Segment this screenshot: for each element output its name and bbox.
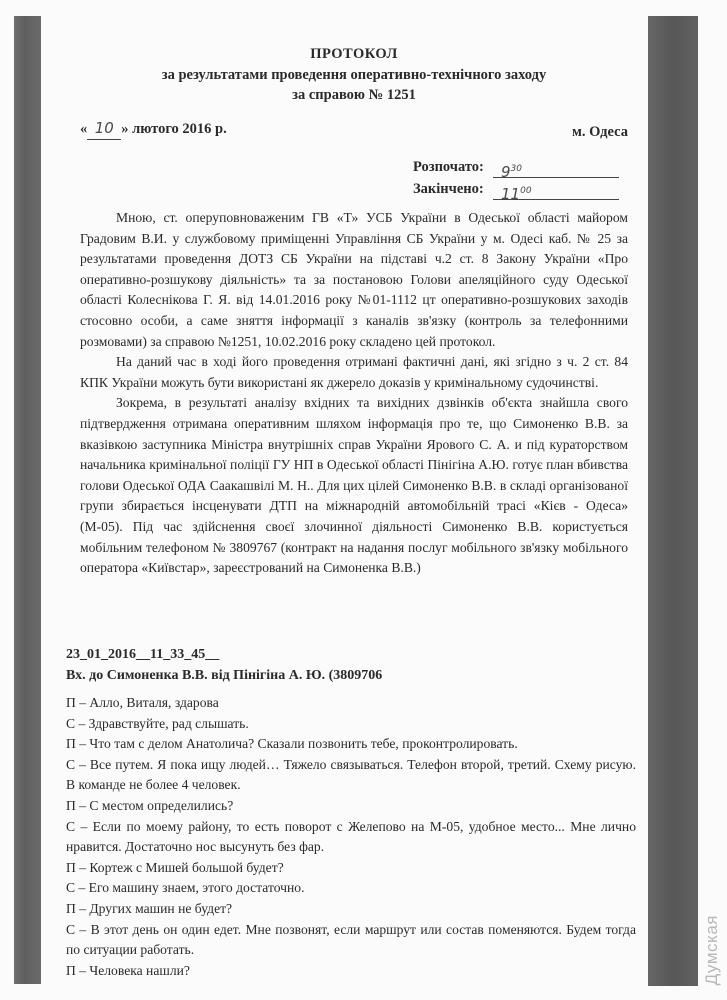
- transcript-line: С – В этот день он один едет. Мне позвонят, если маршрут или состав поменяются. Будем тогда по ситуации работать.: [66, 921, 636, 958]
- case-number: за справою № 1251: [292, 87, 416, 103]
- call-transcript: [66, 693, 636, 981]
- finished-minutes: 00: [520, 186, 532, 196]
- record-id: 23_01_2016__11_33_45__: [66, 647, 220, 662]
- transcript-line: С – Здравствуйте, рад слышать.: [66, 715, 249, 731]
- document-city: м. Одеса: [571, 124, 628, 140]
- transcript-line: С – Если по моему району, то есть поворот с Желепово на М-05, удобное место... Мне лично нравится. Достаточно нос высунуть без фар.: [66, 818, 636, 855]
- scan-edge-right: [648, 16, 698, 986]
- started-minutes: 30: [510, 164, 522, 174]
- transcript-line: П – Других машин не будет?: [66, 900, 233, 916]
- paragraph: На даний час в ході його проведення отримані фактичні дані, які згідно з ч. 2 ст. 84 КПК України можуть бути використані як джерело доказів у кримінальному судочинстві.: [80, 354, 628, 390]
- transcript-line: П – Что там с делом Анатолича? Сказали позвонить тебе, проконтролировать.: [66, 736, 518, 752]
- started-label: Розпочато:: [413, 159, 484, 175]
- protocol-body: [80, 208, 628, 579]
- finished-row: [413, 178, 619, 203]
- document-title: ПРОТОКОЛ: [310, 46, 398, 62]
- record-header-block: [66, 645, 626, 686]
- finished-time: [493, 180, 619, 203]
- paragraph: Мною, ст. оперуповноваженим ГВ «Т» УСБ України в Одеської області майором Градовим В.И. у службовому приміщенні Управління СБ України у м. Одесі каб. № 25 за результатами проведення ДОТЗ СБ України на підставі ч.2 ст. 8 Закону України «Про оперативно-розшукову діяльність» та за постановою Голови апеляційного суду Одеської області Колеснікова Г. Я. від 14.01.2016 року №01-1112 цт оперативно-розшукових заходів стосовно особи, а саме зняття інформації з каналів зв'язку (контроль за телефонними розмовами) за справою №1251, 10.02.2016 року складено цей протокол.: [80, 210, 628, 349]
- paragraph: Зокрема, в результаті аналізу вхідних та вихідних дзвінків об'єкта знайшла свого підтвердження отримана оперативним шляхом інформація про те, що Симоненко В.В. за вказівкою заступника Міністра внутрішніх справ України Ярового С. А. и під кураторством начальника кримінальної поліції ГУ НП в Одеської області Пінігіна А.Ю. готує план вбивства голови Одеської ОДА Саакашвілі М. Н.. Для цих цілей Симоненко В.В. в складі організованої групи збирається інсценувати ДТП на міжнародній автомобільній трасі «Кієв - Одеса» (М-05). Під час здійснення своєї злочинної діяльності Симоненко В.В. користується мобільним телефоном № 3809767 (контракт на надання послуг мобільного зв'язку мобільного оператора «Київстар», зареєстрований на Симоненка В.В.): [80, 395, 628, 576]
- transcript-line: С – Все путем. Я пока ищу людей… Тяжело связываться. Телефон второй, третий. Схему рисую. В команде не более 4 человек.: [66, 756, 636, 793]
- watermark: Думская: [702, 915, 721, 986]
- finished-label: Закінчено:: [413, 181, 484, 197]
- time-block: [413, 156, 619, 203]
- document-subtitle: за результатами проведення оперативно-технічного заходу: [161, 67, 547, 83]
- date-day-handwritten: 10: [87, 118, 121, 140]
- transcript-line: П – С местом определились?: [66, 797, 234, 813]
- transcript-line: П – Человека нашли?: [66, 962, 190, 978]
- date-open-quote: «: [80, 121, 88, 137]
- transcript-line: С – Его машину знаем, этого достаточно.: [66, 880, 305, 896]
- scan-edge-left: [14, 16, 41, 984]
- document-date: [80, 118, 227, 140]
- transcript-line: П – Алло, Виталя, здарова: [66, 695, 219, 710]
- started-hour: 9: [501, 163, 511, 181]
- started-row: [413, 156, 619, 181]
- finished-hour: 11: [501, 185, 521, 203]
- date-month-year: » лютого 2016 р.: [121, 121, 227, 137]
- record-header: Вх. до Симоненка В.В. від Пінігіна А. Ю. (3809706: [66, 667, 383, 683]
- transcript-line: П – Кортеж с Мишей большой будет?: [66, 859, 284, 875]
- started-time: [493, 158, 619, 181]
